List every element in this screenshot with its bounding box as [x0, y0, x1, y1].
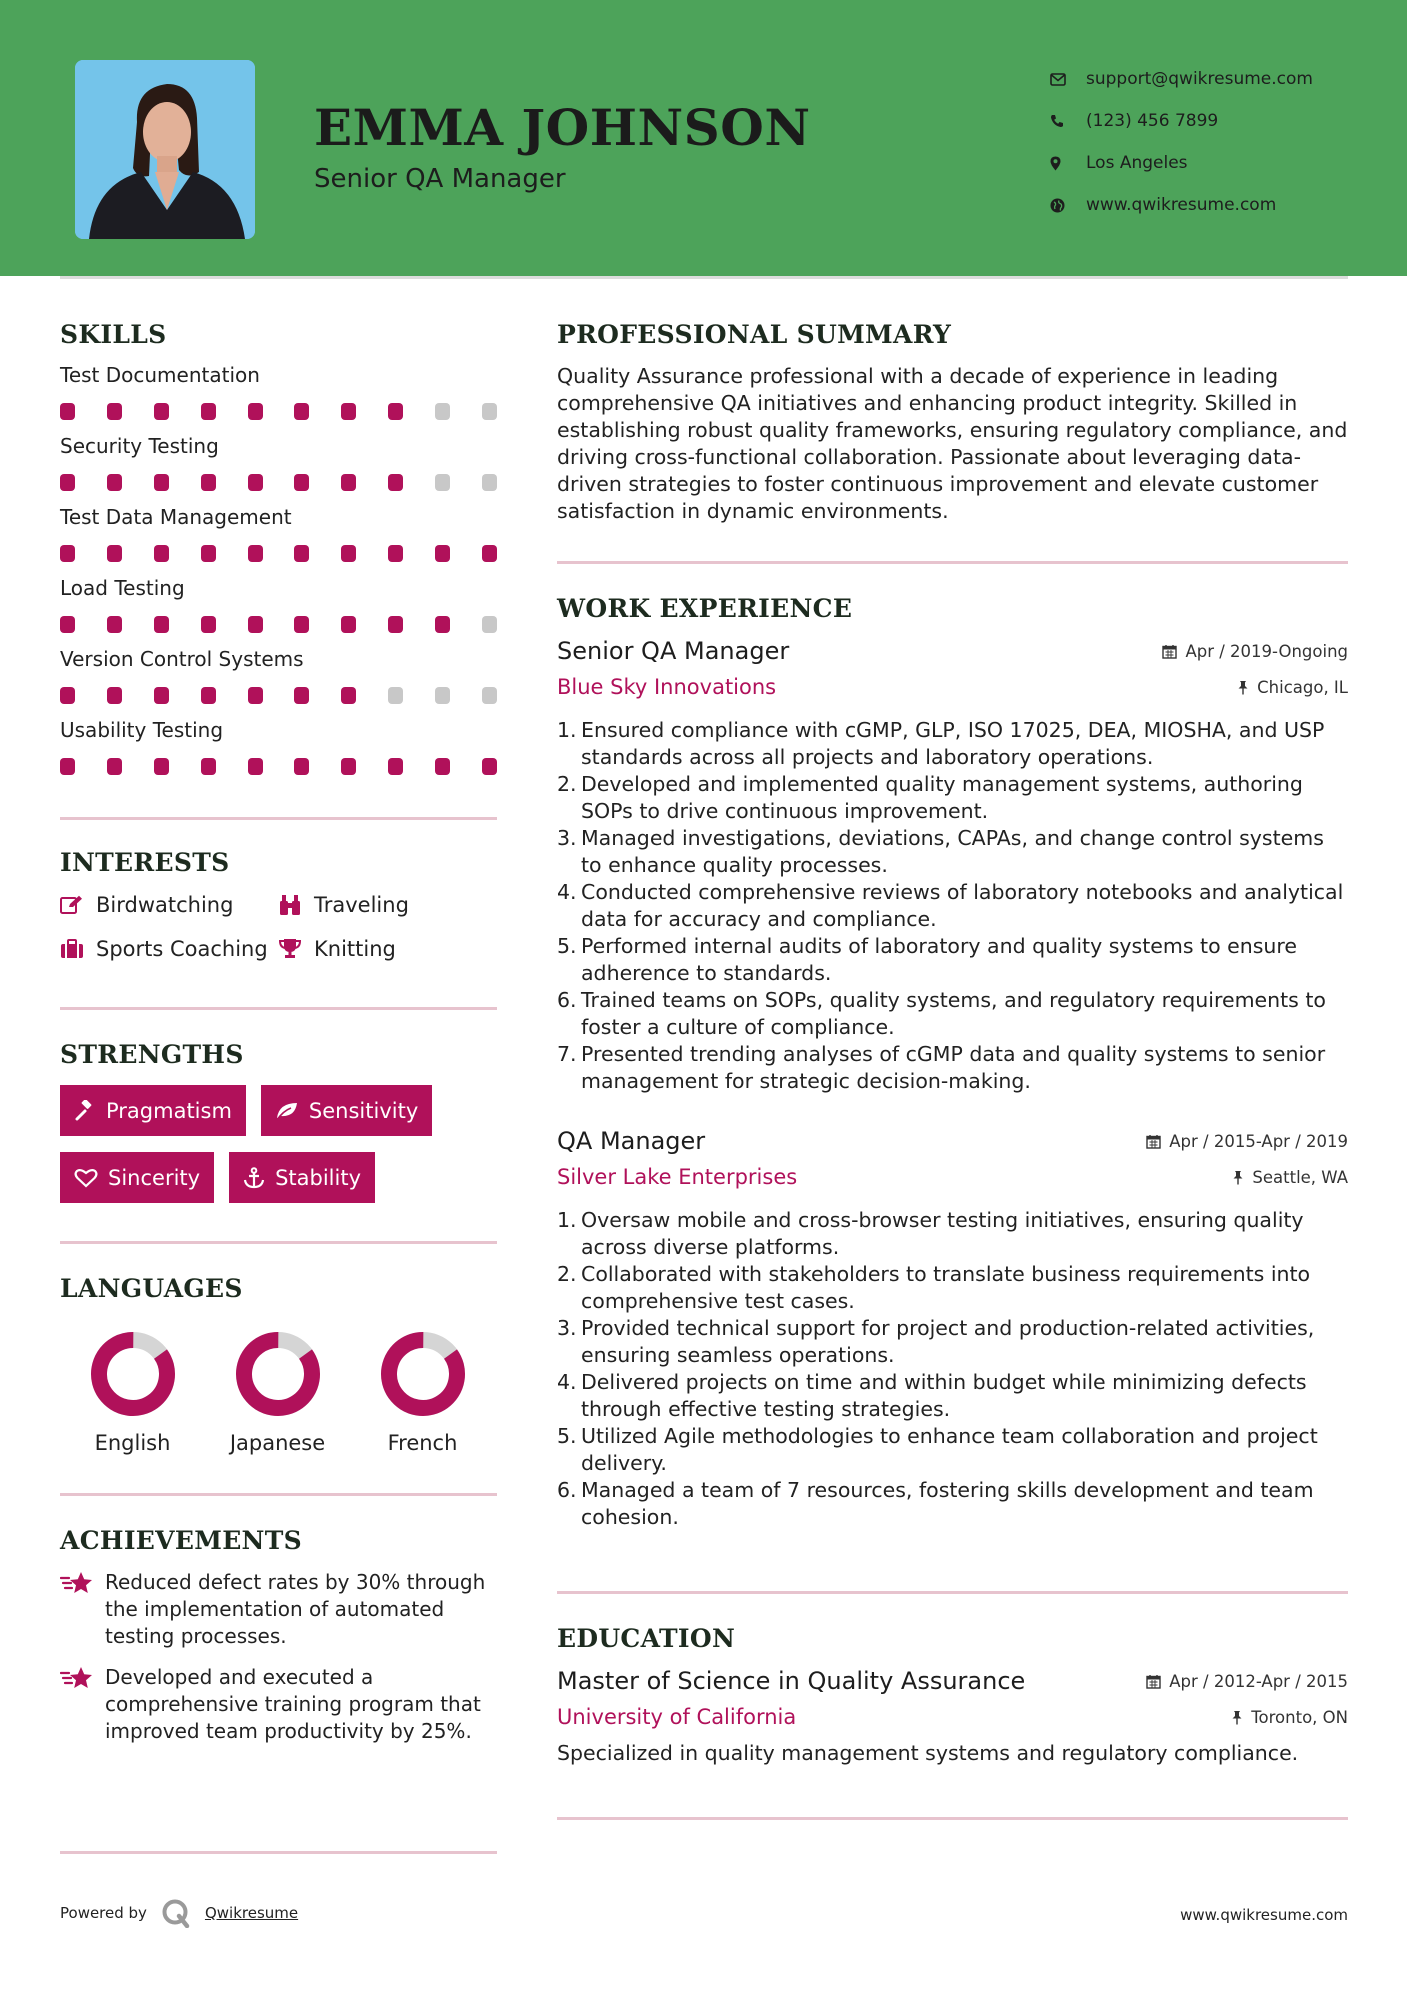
- skill-label: Load Testing: [60, 576, 185, 600]
- experience-heading: WORK EXPERIENCE: [557, 594, 853, 623]
- skill-dot: [248, 545, 263, 562]
- duty-number: 6 .: [557, 1477, 575, 1531]
- job-location-text: Chicago, IL: [1257, 677, 1348, 697]
- strengths-row: [60, 1085, 497, 1136]
- language-label: French: [387, 1431, 458, 1455]
- degree-title: Master of Science in Quality Assurance: [557, 1667, 1026, 1695]
- interests-divider: [60, 1007, 497, 1010]
- job-location: [1232, 1168, 1348, 1187]
- language-ring: [90, 1331, 176, 1417]
- education-heading: EDUCATION: [557, 1624, 736, 1653]
- pushpin-icon: [1237, 680, 1249, 695]
- interest-label: Knitting: [314, 937, 396, 961]
- job-date-text: Apr / 2019-Ongoing: [1185, 642, 1348, 661]
- duty-item: [557, 1207, 1348, 1261]
- skill-dot: [341, 758, 356, 775]
- skill-dot: [248, 687, 263, 704]
- duty-item: [557, 1369, 1348, 1423]
- job-title: Senior QA Manager: [557, 637, 790, 665]
- skill-dot: [154, 758, 169, 775]
- skill-dot: [60, 758, 75, 775]
- skill-dot: [435, 687, 450, 704]
- summary-text: Quality Assurance professional with a decade of experience in leading comprehensive QA initiatives and enhancing product integrity. Skilled in establishing robust quality frameworks, ensuring regulatory compliance, and driving cross-functional collaboration. Passionate about leveraging data-driven strategies to foster continuous improvement and elevate customer satisfaction in dynamic environments.: [557, 364, 1348, 523]
- heart-icon: [74, 1168, 98, 1188]
- trophy-icon: [278, 938, 314, 960]
- skill-dot: [341, 403, 356, 420]
- right-column: [557, 320, 1348, 1820]
- strengths-row: [60, 1152, 497, 1203]
- skill-dot: [388, 474, 403, 491]
- left-column: [60, 320, 497, 1745]
- contact-phone[interactable]: [1050, 100, 1313, 142]
- skill-dot: [388, 758, 403, 775]
- education-date: [1146, 1672, 1348, 1691]
- language-item: [205, 1331, 350, 1455]
- skill-dot: [248, 403, 263, 420]
- language-ring: [235, 1331, 321, 1417]
- duty-number: 2 .: [557, 1261, 575, 1315]
- education-date-text: Apr / 2012-Apr / 2015: [1169, 1672, 1348, 1691]
- job-entry: [557, 637, 1348, 1095]
- globe-icon: [1050, 198, 1086, 213]
- duty-text: Utilized Agile methodologies to enhance team collaboration and project delivery.: [581, 1424, 1318, 1475]
- duty-text: Presented trending analyses of cGMP data and quality systems to senior management for strategic decision-making.: [581, 1042, 1326, 1093]
- duty-number: 7 .: [557, 1041, 575, 1095]
- skill-dot: [482, 687, 497, 704]
- strength-label: Pragmatism: [106, 1098, 232, 1123]
- duty-text: Managed a team of 7 resources, fostering skills development and team cohesion.: [581, 1478, 1314, 1529]
- qwikresume-link[interactable]: Qwikresume: [204, 1904, 299, 1922]
- interest-item: [278, 937, 497, 961]
- interest-item: [60, 937, 278, 961]
- duty-item: [557, 1477, 1348, 1531]
- duty-item: [557, 1315, 1348, 1369]
- header-divider: [60, 276, 1348, 279]
- skill-dot: [482, 474, 497, 491]
- company-name: Silver Lake Enterprises: [557, 1165, 798, 1189]
- achievements-heading: ACHIEVEMENTS: [60, 1526, 302, 1555]
- duty-number: 6 .: [557, 987, 575, 1041]
- skill-dot: [482, 616, 497, 633]
- skill-dot: [341, 687, 356, 704]
- duty-text: Trained teams on SOPs, quality systems, and regulatory requirements to foster a culture of compliance.: [581, 988, 1326, 1039]
- shooting-star-icon: [60, 1569, 105, 1650]
- job-location-text: Seattle, WA: [1252, 1167, 1348, 1187]
- duty-number: 3 .: [557, 1315, 575, 1369]
- strength-badge: [229, 1152, 375, 1203]
- job-entry: [557, 1127, 1348, 1531]
- skill-dot: [107, 758, 122, 775]
- skill-dot: [482, 545, 497, 562]
- anchor-icon: [243, 1167, 265, 1189]
- job-date-text: Apr / 2015-Apr / 2019: [1169, 1132, 1348, 1151]
- strength-label: Stability: [275, 1165, 362, 1190]
- summary-heading: PROFESSIONAL SUMMARY: [557, 320, 952, 349]
- envelope-icon: [1050, 73, 1086, 86]
- duty-list: [557, 717, 1348, 1095]
- skill-rating: [60, 403, 497, 420]
- duty-text: Oversaw mobile and cross-browser testing initiatives, ensuring quality across diverse platforms.: [581, 1208, 1304, 1259]
- interests-list: [60, 893, 497, 961]
- strength-label: Sincerity: [108, 1165, 201, 1190]
- job-title: QA Manager: [557, 1127, 706, 1155]
- skill-dot: [201, 616, 216, 633]
- duty-item: [557, 1423, 1348, 1477]
- languages-divider: [60, 1493, 497, 1496]
- skill-dot: [482, 403, 497, 420]
- gavel-icon: [74, 1100, 96, 1122]
- duty-text: Developed and implemented quality management systems, authoring SOPs to drive continuous improvement.: [581, 772, 1303, 823]
- achievement-item: [60, 1664, 497, 1745]
- map-marker-icon: [1050, 156, 1086, 171]
- interest-label: Traveling: [314, 893, 409, 917]
- skill-dot: [388, 687, 403, 704]
- duty-number: 2 .: [557, 771, 575, 825]
- duty-number: 4 .: [557, 1369, 575, 1423]
- education-entry: [557, 1667, 1348, 1765]
- phone-icon: [1050, 114, 1086, 128]
- resume-header: [0, 0, 1407, 276]
- skill-dot: [341, 616, 356, 633]
- contact-website[interactable]: [1050, 184, 1313, 226]
- calendar-icon: [1146, 1134, 1161, 1149]
- skill-dot: [248, 616, 263, 633]
- calendar-icon: [1146, 1674, 1161, 1689]
- candidate-title: Senior QA Manager: [314, 164, 566, 194]
- contact-location: [1050, 142, 1313, 184]
- duty-item: [557, 1041, 1348, 1095]
- duty-item: [557, 771, 1348, 825]
- skill-label: Usability Testing: [60, 718, 224, 742]
- contact-list: [1050, 58, 1313, 226]
- skill-dot: [60, 403, 75, 420]
- duty-item: [557, 933, 1348, 987]
- skill-dot: [248, 474, 263, 491]
- skill-dot: [435, 474, 450, 491]
- skill-dot: [60, 474, 75, 491]
- skill-dot: [107, 616, 122, 633]
- contact-email[interactable]: [1050, 58, 1313, 100]
- skill-dot: [294, 403, 309, 420]
- skill-rating: [60, 474, 497, 491]
- skill-dot: [294, 474, 309, 491]
- skills-list: [60, 363, 497, 775]
- skill-dot: [107, 545, 122, 562]
- language-label: Japanese: [229, 1431, 326, 1455]
- skill-dot: [248, 758, 263, 775]
- duty-number: 3 .: [557, 825, 575, 879]
- skill-dot: [388, 545, 403, 562]
- duty-item: [557, 717, 1348, 771]
- contact-phone-text: (123) 456 7899: [1086, 111, 1219, 131]
- interest-item: [60, 893, 278, 917]
- job-location: [1237, 678, 1348, 697]
- school-name: University of California: [557, 1705, 797, 1729]
- job-date: [1146, 1132, 1348, 1151]
- strength-badge: [261, 1085, 432, 1136]
- skill-dot: [294, 616, 309, 633]
- interest-label: Birdwatching: [96, 893, 234, 917]
- duty-list: [557, 1207, 1348, 1531]
- leaf-icon: [275, 1101, 299, 1121]
- qwikresume-logo-icon: [161, 1898, 191, 1928]
- skill-dot: [294, 758, 309, 775]
- interest-item: [278, 893, 497, 917]
- skill-dot: [294, 545, 309, 562]
- skill-dot: [341, 474, 356, 491]
- skill-dot: [388, 616, 403, 633]
- calendar-icon: [1162, 644, 1177, 659]
- profile-photo: [75, 60, 255, 239]
- duty-text: Performed internal audits of laboratory and quality systems to ensure adherence to standards.: [581, 934, 1298, 985]
- strength-badge: [60, 1085, 246, 1136]
- skill-dot: [388, 403, 403, 420]
- skill-rating: [60, 545, 497, 562]
- summary-divider: [557, 561, 1348, 564]
- strength-badge: [60, 1152, 214, 1203]
- education-description: Specialized in quality management systems and regulatory compliance.: [557, 1741, 1299, 1765]
- skill-dot: [435, 616, 450, 633]
- edit-icon: [60, 895, 96, 915]
- skill-label: Test Documentation: [60, 363, 260, 387]
- duty-item: [557, 825, 1348, 879]
- skill-dot: [201, 758, 216, 775]
- shooting-star-icon: [60, 1664, 105, 1745]
- job-date: [1162, 642, 1348, 661]
- duty-text: Managed investigations, deviations, CAPAs, and change control systems to enhance quality processes.: [581, 826, 1324, 877]
- achievement-text: Developed and executed a comprehensive training program that improved team productivity by 25%.: [105, 1665, 481, 1743]
- candidate-name: EMMA JOHNSON: [314, 98, 811, 157]
- education-location: [1231, 1708, 1348, 1727]
- skill-rating: [60, 616, 497, 633]
- skill-dot: [482, 758, 497, 775]
- language-label: English: [94, 1431, 171, 1455]
- skill-rating: [60, 758, 497, 775]
- education-divider: [557, 1817, 1348, 1820]
- skill-dot: [60, 616, 75, 633]
- language-item: [60, 1331, 205, 1455]
- skills-heading: SKILLS: [60, 320, 167, 349]
- skill-rating: [60, 687, 497, 704]
- duty-text: Collaborated with stakeholders to translate business requirements into comprehensive test cases.: [581, 1262, 1311, 1313]
- duty-text: Provided technical support for project and production-related activities, ensuring seamless operations.: [581, 1316, 1315, 1367]
- skill-dot: [154, 687, 169, 704]
- footer-website-link[interactable]: www.qwikresume.com: [1180, 1906, 1348, 1924]
- footer-divider: [60, 1851, 497, 1854]
- binoculars-icon: [278, 894, 314, 916]
- skills-divider: [60, 817, 497, 820]
- language-item: [350, 1331, 495, 1455]
- pushpin-icon: [1231, 1710, 1243, 1725]
- languages-list: [60, 1331, 497, 1455]
- skill-dot: [435, 758, 450, 775]
- contact-website-text: www.qwikresume.com: [1086, 195, 1277, 215]
- strengths-heading: STRENGTHS: [60, 1040, 244, 1069]
- duty-item: [557, 879, 1348, 933]
- skill-dot: [201, 403, 216, 420]
- interest-label: Sports Coaching: [96, 937, 268, 961]
- duty-number: 5 .: [557, 1423, 575, 1477]
- skill-dot: [201, 687, 216, 704]
- skill-dot: [107, 687, 122, 704]
- skill-label: Test Data Management: [60, 505, 292, 529]
- skill-dot: [435, 545, 450, 562]
- duty-text: Conducted comprehensive reviews of laboratory notebooks and analytical data for accuracy and compliance.: [581, 880, 1344, 931]
- duty-number: 1 .: [557, 717, 575, 771]
- company-name: Blue Sky Innovations: [557, 675, 777, 699]
- powered-by-text: Powered by: [60, 1904, 147, 1922]
- pushpin-icon: [1232, 1170, 1244, 1185]
- skill-dot: [435, 403, 450, 420]
- duty-text: Ensured compliance with cGMP, GLP, ISO 17025, DEA, MIOSHA, and USP standards across all projects and laboratory operations.: [581, 718, 1325, 769]
- duty-number: 5 .: [557, 933, 575, 987]
- skill-dot: [107, 403, 122, 420]
- skill-dot: [60, 545, 75, 562]
- powered-by: [60, 1898, 298, 1928]
- interests-heading: INTERESTS: [60, 848, 230, 877]
- duty-number: 1 .: [557, 1207, 575, 1261]
- education-location-text: Toronto, ON: [1251, 1707, 1348, 1727]
- strengths-divider: [60, 1241, 497, 1244]
- language-ring: [380, 1331, 466, 1417]
- duty-number: 4 .: [557, 879, 575, 933]
- skill-label: Security Testing: [60, 434, 219, 458]
- skill-dot: [294, 687, 309, 704]
- languages-heading: LANGUAGES: [60, 1274, 243, 1303]
- briefcase-icon: [60, 939, 96, 959]
- skill-dot: [201, 545, 216, 562]
- skill-label: Version Control Systems: [60, 647, 304, 671]
- duty-item: [557, 1261, 1348, 1315]
- skill-dot: [60, 687, 75, 704]
- skill-dot: [341, 545, 356, 562]
- skill-dot: [154, 474, 169, 491]
- contact-location-text: Los Angeles: [1086, 153, 1188, 173]
- achievement-text: Reduced defect rates by 30% through the implementation of automated testing processes.: [105, 1570, 486, 1648]
- skill-dot: [154, 545, 169, 562]
- skill-dot: [154, 616, 169, 633]
- experience-divider: [557, 1591, 1348, 1594]
- skill-dot: [201, 474, 216, 491]
- contact-email-text: support@qwikresume.com: [1086, 69, 1313, 89]
- duty-item: [557, 987, 1348, 1041]
- duty-text: Delivered projects on time and within budget while minimizing defects through effective testing strategies.: [581, 1370, 1307, 1421]
- achievement-item: [60, 1569, 497, 1650]
- skill-dot: [154, 403, 169, 420]
- strength-label: Sensitivity: [308, 1098, 419, 1123]
- skill-dot: [107, 474, 122, 491]
